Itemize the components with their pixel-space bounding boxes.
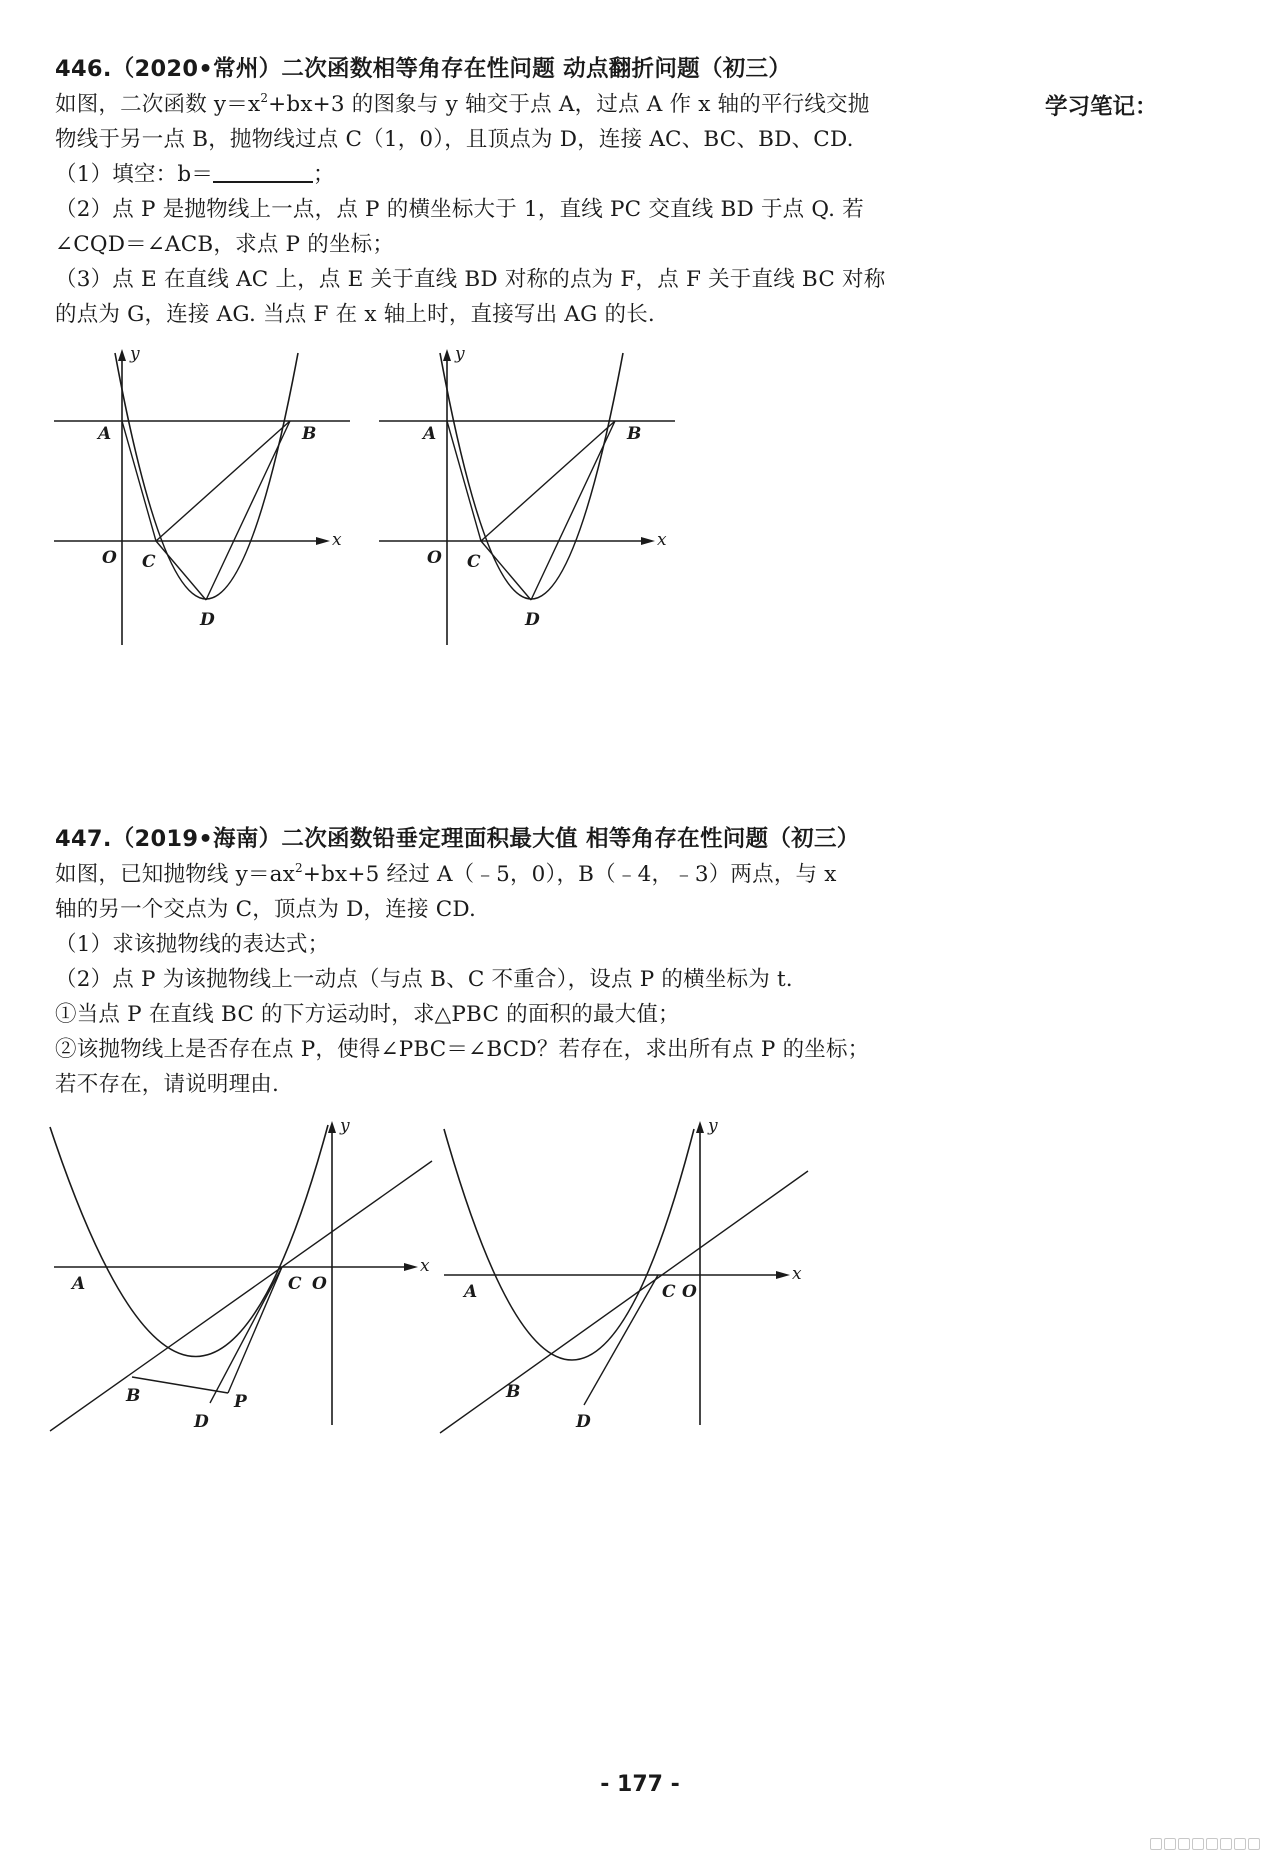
segment-cd xyxy=(210,1267,282,1403)
problem-446-q3-line2: 的点为 G，连接 AG. 当点 F 在 x 轴上时，直接写出 AG 的长. xyxy=(55,302,655,327)
label-d: D xyxy=(525,610,540,630)
label-p: P xyxy=(234,1392,247,1412)
segment-bd xyxy=(531,421,615,600)
page-dot[interactable] xyxy=(1234,1838,1246,1850)
label-c: C xyxy=(288,1274,302,1294)
label-x: x xyxy=(657,530,667,550)
label-y: y xyxy=(708,1116,718,1136)
parabola-diagram xyxy=(440,1115,830,1435)
parabola-diagram xyxy=(50,345,360,655)
label-c: C xyxy=(142,552,156,572)
label-o: O xyxy=(682,1282,697,1302)
problem-447 xyxy=(55,822,1015,1102)
x-axis-arrow xyxy=(641,537,655,545)
problem-447-q2-part1: ①当点 P 在直线 BC 的下方运动时，求△PBC 的面积的最大值； xyxy=(55,1002,680,1027)
parabola-diagram xyxy=(50,1115,440,1435)
label-b: B xyxy=(302,424,317,444)
segment-ac xyxy=(122,421,156,541)
problem-446-q2-line2: ∠CQD＝∠ACB，求点 P 的坐标； xyxy=(55,232,395,257)
problem-447-q1: （1）求该抛物线的表达式； xyxy=(55,932,330,957)
figure-446-right xyxy=(375,345,685,659)
y-axis-arrow xyxy=(696,1121,704,1133)
label-y: y xyxy=(455,344,465,364)
parabola xyxy=(50,1125,328,1357)
page-dot[interactable] xyxy=(1192,1838,1204,1850)
figure-446-left xyxy=(50,345,360,659)
label-a: A xyxy=(72,1274,86,1294)
parabola xyxy=(444,1129,694,1360)
label-a: A xyxy=(98,424,112,444)
label-d: D xyxy=(576,1412,591,1432)
segment-ac xyxy=(447,421,481,541)
study-notes-heading: 学习笔记： xyxy=(1045,94,1158,120)
label-x: x xyxy=(332,530,342,550)
segment-cd xyxy=(481,541,531,600)
line-bc xyxy=(440,1171,808,1433)
problem-446-stem-line1 xyxy=(55,87,1015,122)
problem-447-q2-part2-line2: 若不存在，请说明理由. xyxy=(55,1072,280,1097)
label-c: C xyxy=(467,552,481,572)
problem-446-q1 xyxy=(55,157,1015,192)
parabola-diagram xyxy=(375,345,685,655)
stem-text: +bx+3 的图象与 y 轴交于点 A，过点 A 作 x 轴的平行线交抛 xyxy=(268,92,870,117)
y-axis-arrow xyxy=(328,1121,336,1133)
page-dot[interactable] xyxy=(1248,1838,1260,1850)
problem-446 xyxy=(55,52,1015,332)
page-dot[interactable] xyxy=(1178,1838,1190,1850)
segment-bp xyxy=(132,1377,228,1393)
problem-447-stem-line2: 轴的另一个交点为 C，顶点为 D，连接 CD. xyxy=(55,897,477,922)
exponent: 2 xyxy=(295,861,303,875)
x-axis-arrow xyxy=(404,1263,418,1271)
label-d: D xyxy=(200,610,215,630)
page-dot[interactable] xyxy=(1220,1838,1232,1850)
problem-447-q2: （2）点 P 为该抛物线上一动点（与点 B、C 不重合），设点 P 的横坐标为 t. xyxy=(55,967,793,992)
figure-447-left xyxy=(50,1115,440,1439)
q1-text: （1）填空：b＝ xyxy=(55,162,214,187)
stem-text: +bx+5 经过 A（﹣5，0），B（﹣4，﹣3）两点，与 x xyxy=(302,862,837,887)
segment-bd xyxy=(206,421,290,600)
label-o: O xyxy=(102,548,117,568)
label-b: B xyxy=(126,1386,141,1406)
problem-447-q2-part2-line1: ②该抛物线上是否存在点 P，使得∠PBC＝∠BCD？若存在，求出所有点 P 的坐标； xyxy=(55,1037,870,1062)
problem-446-q3-line1: （3）点 E 在直线 AC 上，点 E 关于直线 BD 对称的点为 F，点 F 关于直线 BC 对称 xyxy=(55,267,886,292)
problem-446-q2-line1: （2）点 P 是抛物线上一点，点 P 的横坐标大于 1，直线 PC 交直线 BD 于点 Q. 若 xyxy=(55,197,864,222)
stem-text: 如图，已知抛物线 y＝ax xyxy=(55,862,296,887)
figure-447-right xyxy=(440,1115,830,1439)
label-o: O xyxy=(312,1274,327,1294)
label-y: y xyxy=(130,344,140,364)
label-o: O xyxy=(427,548,442,568)
problem-447-title: 447.（2019•海南）二次函数铅垂定理面积最大值 相等角存在性问题（初三） xyxy=(55,826,860,852)
page-dot[interactable] xyxy=(1150,1838,1162,1850)
page-dot[interactable] xyxy=(1164,1838,1176,1850)
answer-blank xyxy=(213,159,313,183)
line-bc xyxy=(50,1161,432,1431)
page-navigation-dots[interactable] xyxy=(1150,1835,1268,1847)
page-dot[interactable] xyxy=(1206,1838,1218,1850)
label-y: y xyxy=(340,1116,350,1136)
exponent: 2 xyxy=(260,91,269,105)
label-d: D xyxy=(194,1412,209,1432)
label-a: A xyxy=(423,424,437,444)
label-c: C xyxy=(662,1282,676,1302)
problem-446-stem-line2: 物线于另一点 B，抛物线过点 C（1，0），且顶点为 D，连接 AC、BC、BD、CD. xyxy=(55,127,854,152)
label-a: A xyxy=(464,1282,478,1302)
page-number: - 177 - xyxy=(600,1772,680,1797)
label-b: B xyxy=(627,424,642,444)
label-x: x xyxy=(792,1264,802,1284)
label-x: x xyxy=(420,1256,430,1276)
y-axis-arrow xyxy=(118,349,126,361)
y-axis-arrow xyxy=(443,349,451,361)
label-b: B xyxy=(506,1382,521,1402)
problem-446-title: 446.（2020•常州）二次函数相等角存在性问题 动点翻折问题（初三） xyxy=(55,56,792,82)
x-axis-arrow xyxy=(316,537,330,545)
stem-text: 如图，二次函数 y＝x xyxy=(55,92,261,117)
segment-cd xyxy=(584,1275,658,1405)
q1-text-end: ； xyxy=(313,162,335,187)
problem-447-stem-line1 xyxy=(55,857,1015,892)
x-axis-arrow xyxy=(776,1271,790,1279)
segment-cd xyxy=(156,541,206,600)
